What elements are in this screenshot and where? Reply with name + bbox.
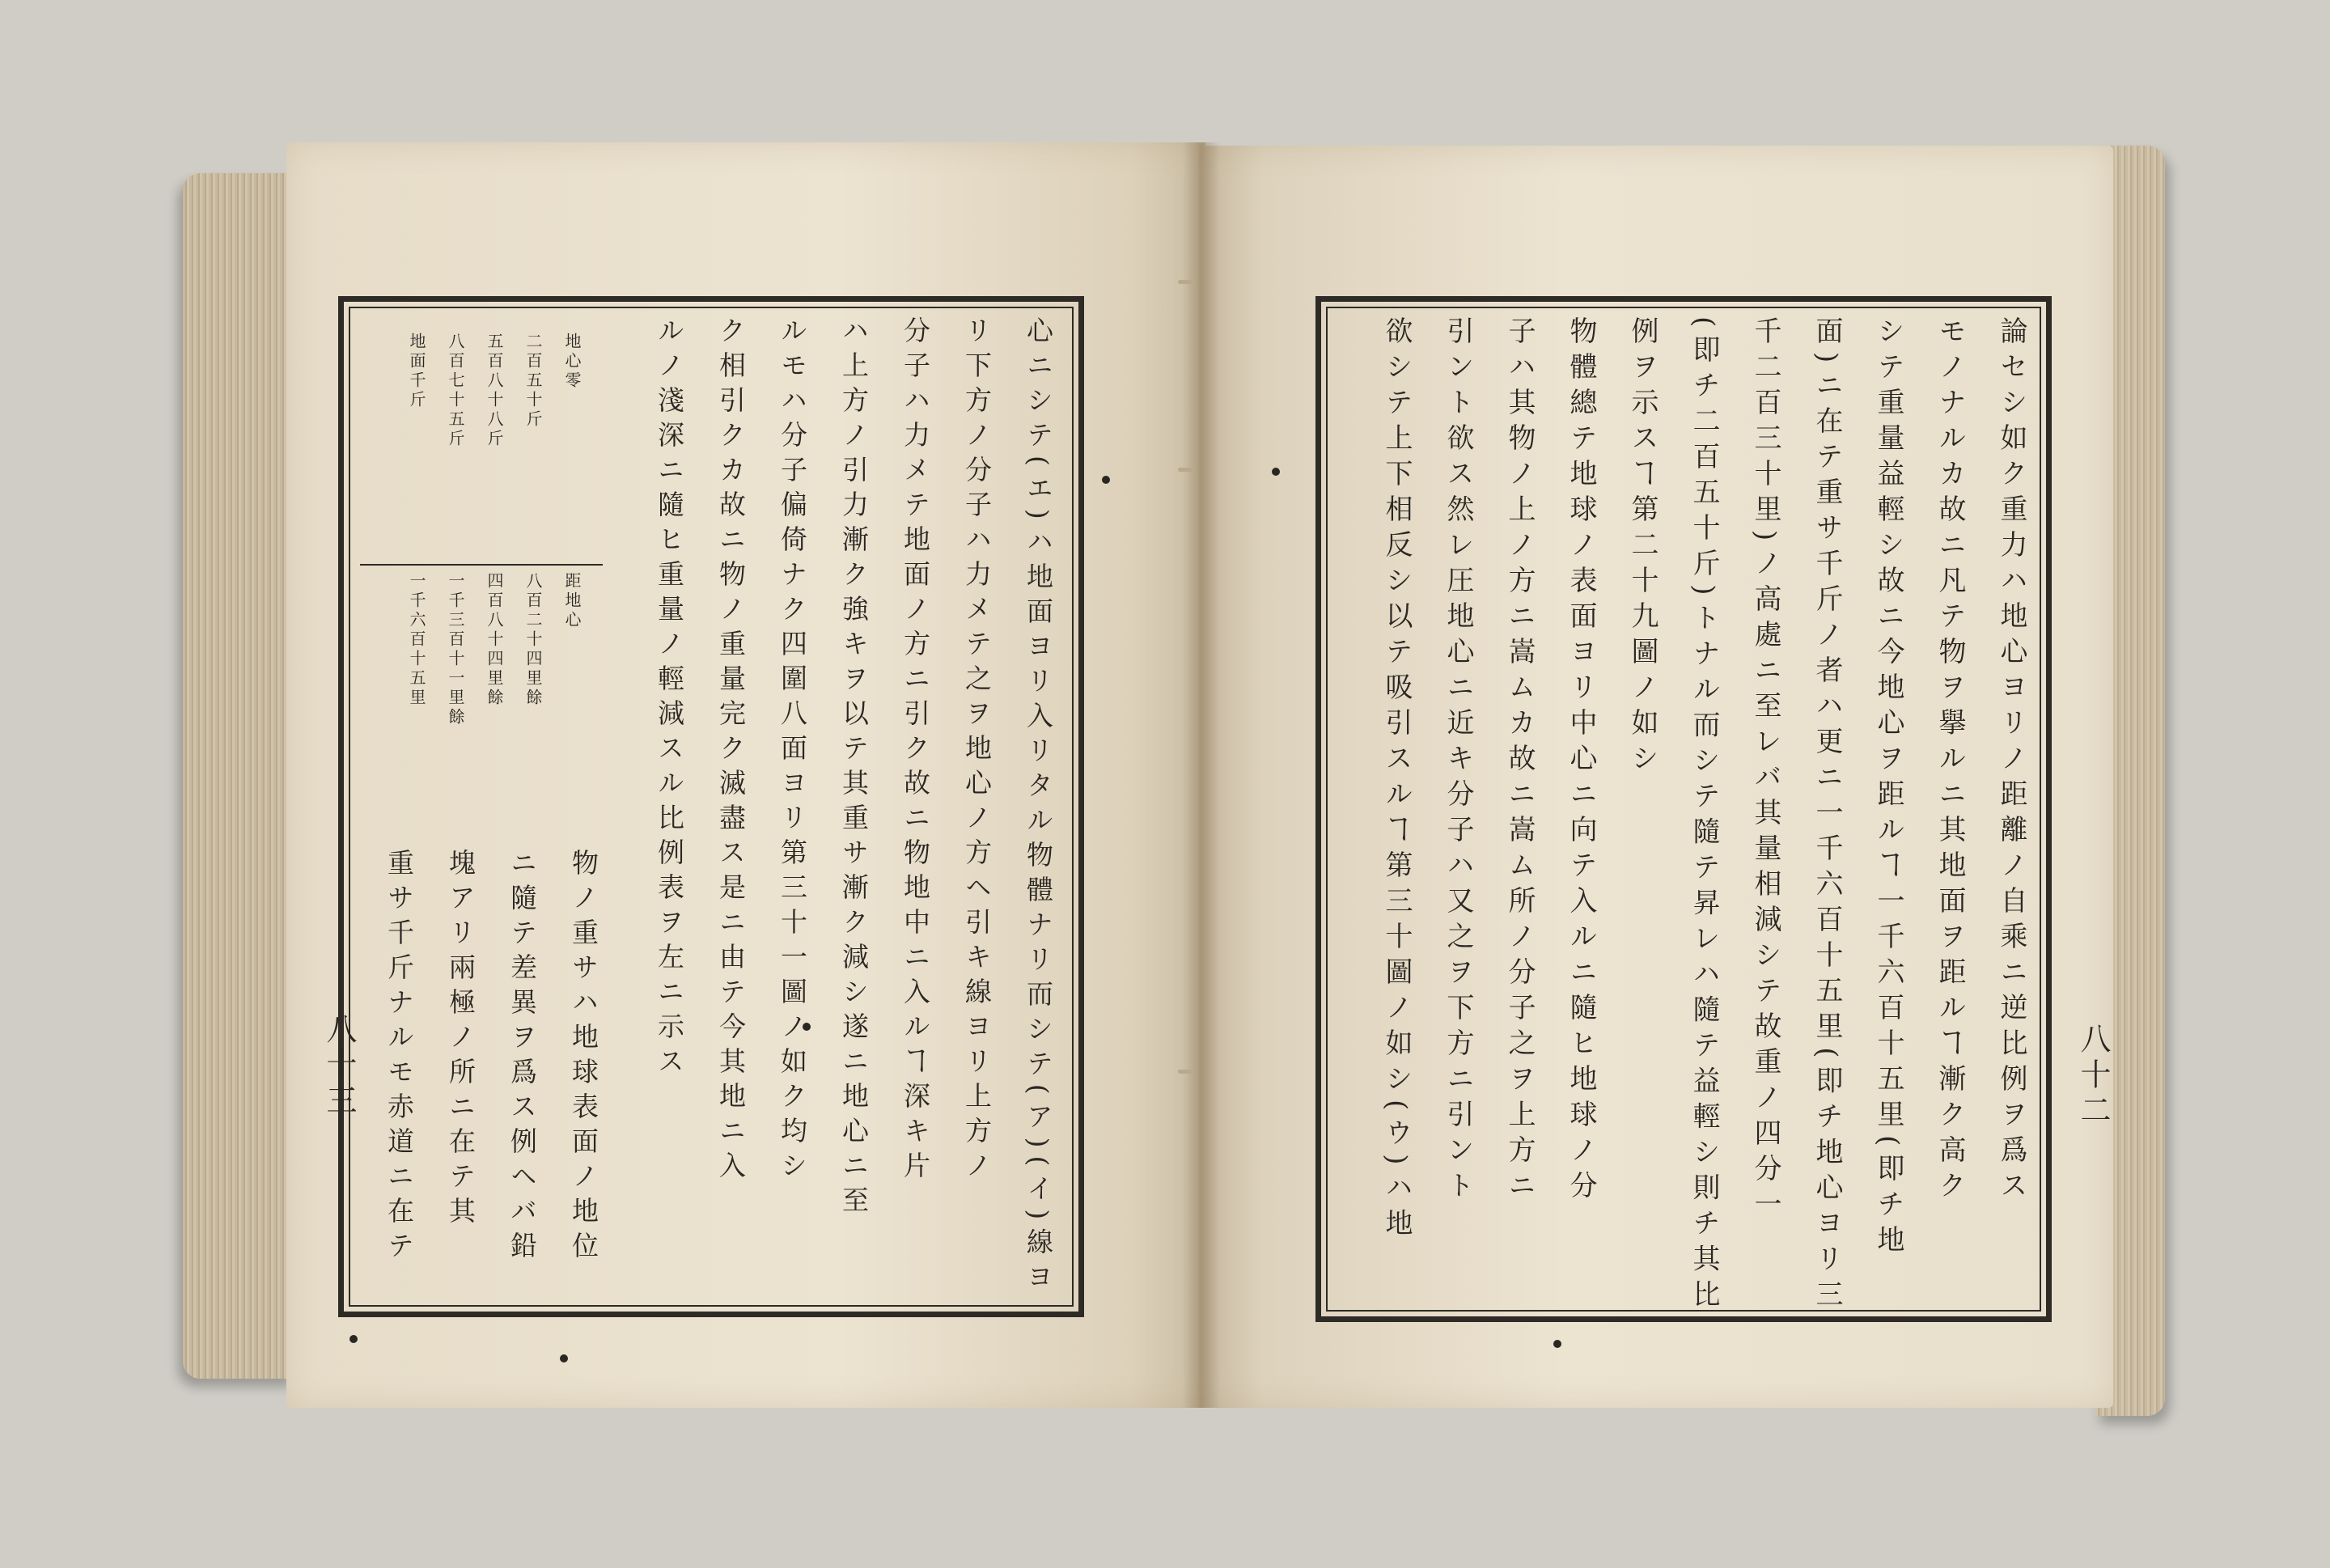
- text-column: 千二百三十里)ノ高處ニ至レバ其量相減シテ故重ノ四分一: [1749, 316, 1781, 1226]
- binding-thread: [1178, 280, 1193, 284]
- text-column: リ下方ノ分子ハ力メテ之ヲ地心ノ方ヘ引キ線ヨリ上方ノ: [961, 316, 993, 1186]
- table-cell: 一千三百十一里餘: [446, 572, 465, 727]
- text-column: シテ重量益輕シ故ニ今地心ヲ距ルヿ一千六百十五里(即チ地: [1872, 316, 1904, 1261]
- text-column: 物體總テ地球ノ表面ヨリ中心ニ向テ入ルニ隨ヒ地球ノ分: [1565, 316, 1597, 1206]
- text-column: 引ント欲ス然レ圧地心ニ近キ分子ハ又之ヲ下方ニ引ント: [1442, 316, 1474, 1206]
- text-column: 論セシ如ク重力ハ地心ヨリノ距離ノ自乘ニ逆比例ヲ爲ス: [1995, 316, 2027, 1206]
- table-cell: 八百七十五斤: [446, 333, 465, 449]
- text-column: 分子ハ力メテ地面ノ方ニ引ク故ニ物地中ニ入ルヿ深キ片: [900, 316, 931, 1186]
- table-cell: 八百二十四里餘: [523, 572, 543, 708]
- text-column: 例ヲ示スヿ第二十九圖ノ如シ: [1626, 316, 1659, 779]
- text-column: 面)ニ在テ重サ千斤ノ者ハ更ニ一千六百十五里(即チ地心ヨリ三: [1811, 316, 1843, 1316]
- table-cell: 五百八十八斤: [485, 333, 504, 449]
- text-column: モノナルカ故ニ凡テ物ヲ擧ルニ其地面ヲ距ルヿ漸ク高ク: [1934, 316, 1966, 1206]
- book-page-edges-left: [183, 173, 296, 1379]
- text-column: ルモハ分子偏倚ナク四圍八面ヨリ第三十一圖ノ如ク均シ: [777, 316, 808, 1186]
- binding-hole: [1553, 1340, 1561, 1348]
- text-column: 重サ千斤ナルモ赤道ニ在テ: [383, 849, 415, 1266]
- text-column: ルノ淺深ニ隨ヒ重量ノ輕減スル比例表ヲ左ニ示ス: [654, 316, 685, 1082]
- binding-thread: [1178, 1070, 1193, 1074]
- table-cell: 地心零: [562, 333, 582, 391]
- text-column: 塊アリ兩極ノ所ニ在テ其: [445, 849, 477, 1231]
- depth-weight-table: [360, 313, 603, 799]
- page-number-right: 八十二: [2075, 1023, 2111, 1129]
- depth-distance-table: [360, 572, 603, 1057]
- text-column: 子ハ其物ノ上ノ方ニ嵩ムカ故ニ嵩ム所ノ分子之ヲ上方ニ: [1503, 316, 1536, 1206]
- binding-hole: [560, 1354, 568, 1362]
- book-gutter: [1183, 142, 1220, 1408]
- binding-hole: [1272, 468, 1280, 476]
- text-column: ハ上方ノ引力漸ク強キヲ以テ其重サ漸ク減シ遂ニ地心ニ至: [838, 316, 870, 1221]
- binding-hole: [350, 1335, 358, 1343]
- page-number-left: 八十三: [321, 1013, 357, 1120]
- table-cell: 距地心: [562, 572, 582, 630]
- table-cell: 二百五十斤: [523, 333, 543, 430]
- right-page-text-frame: [1315, 296, 2052, 1322]
- text-column: ニ隨テ差異ヲ爲ス例ヘバ鉛: [506, 849, 538, 1266]
- table-divider: [360, 564, 603, 566]
- left-page-text-frame: [338, 296, 1084, 1317]
- binding-thread: [1178, 468, 1193, 472]
- binding-hole: [1102, 476, 1110, 484]
- text-column: 物ノ重サハ地球表面ノ地位: [568, 849, 599, 1266]
- text-column: 心ニシテ(エ)ハ地面ヨリ入リタル物體ナリ而シテ(ア)(イ)線ヨ: [1023, 316, 1054, 1298]
- table-cell: 一千六百十五里: [407, 572, 426, 708]
- text-column: ク相引クカ故ニ物ノ重量完ク滅盡ス是ニ由テ今其地ニ入: [715, 316, 747, 1186]
- table-cell: 地面千斤: [407, 333, 426, 410]
- table-cell: 四百八十四里餘: [485, 572, 504, 708]
- text-column: 欲シテ上下相反シ以テ吸引スルヿ第三十圖ノ如シ(ウ)ハ地: [1380, 316, 1413, 1244]
- text-column: (即チ二百五十斤)トナル而シテ隨テ昇レハ隨テ益輕シ則チ其比: [1688, 316, 1720, 1316]
